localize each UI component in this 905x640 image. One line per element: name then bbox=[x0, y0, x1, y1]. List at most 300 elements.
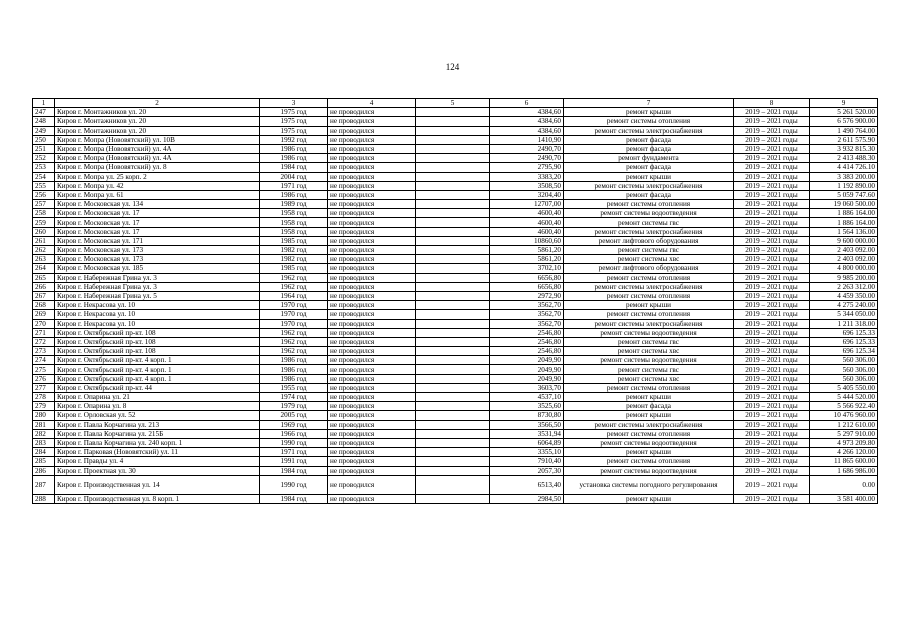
period-cell: 2019 – 2021 годы bbox=[734, 402, 810, 411]
last-repair-cell: не проводился bbox=[328, 457, 416, 466]
build-year-cell: 1958 год bbox=[260, 227, 328, 236]
row-number-cell: 278 bbox=[33, 393, 55, 402]
period-cell: 2019 – 2021 годы bbox=[734, 172, 810, 181]
col-5-cell bbox=[416, 402, 490, 411]
period-cell: 2019 – 2021 годы bbox=[734, 209, 810, 218]
period-cell: 2019 – 2021 годы bbox=[734, 154, 810, 163]
cost-cell: 560 306.00 bbox=[810, 374, 878, 383]
last-repair-cell: не проводился bbox=[328, 438, 416, 447]
cost-cell: 560 306.00 bbox=[810, 365, 878, 374]
cost-cell: 1 192 890.00 bbox=[810, 181, 878, 190]
col-5-cell bbox=[416, 163, 490, 172]
col-5-cell bbox=[416, 264, 490, 273]
work-type-cell: ремонт системы отопления bbox=[564, 117, 734, 126]
cost-cell: 3 932 815.30 bbox=[810, 144, 878, 153]
address-cell: Киров г. Московская ул. 17 bbox=[55, 209, 260, 218]
cost-cell: 1 211 318.00 bbox=[810, 319, 878, 328]
build-year-cell: 1986 год bbox=[260, 356, 328, 365]
col-5-cell bbox=[416, 190, 490, 199]
table-row bbox=[33, 255, 878, 264]
period-cell: 2019 – 2021 годы bbox=[734, 383, 810, 392]
col-5-cell bbox=[416, 411, 490, 420]
work-type-cell: ремонт фасада bbox=[564, 144, 734, 153]
row-number-cell: 268 bbox=[33, 301, 55, 310]
last-repair-cell: не проводился bbox=[328, 383, 416, 392]
col-5-cell bbox=[416, 209, 490, 218]
build-year-cell: 1982 год bbox=[260, 246, 328, 255]
col-5-cell bbox=[416, 108, 490, 117]
column-header: 8 bbox=[734, 99, 810, 108]
work-type-cell: ремонт крыши bbox=[564, 301, 734, 310]
address-cell: Киров г. Московская ул. 173 bbox=[55, 255, 260, 264]
build-year-cell: 1970 год bbox=[260, 319, 328, 328]
build-year-cell: 1986 год bbox=[260, 144, 328, 153]
table-row bbox=[33, 402, 878, 411]
last-repair-cell: не проводился bbox=[328, 190, 416, 199]
row-number-cell: 281 bbox=[33, 420, 55, 429]
address-cell: Киров г. Мопра (Нововятский) ул. 8 bbox=[55, 163, 260, 172]
period-cell: 2019 – 2021 годы bbox=[734, 227, 810, 236]
period-cell: 2019 – 2021 годы bbox=[734, 264, 810, 273]
table-row bbox=[33, 383, 878, 392]
address-cell: Киров г. Московская ул. 134 bbox=[55, 200, 260, 209]
area-cell: 3603,70 bbox=[490, 383, 564, 392]
work-type-cell: ремонт системы отопления bbox=[564, 291, 734, 300]
cost-cell: 4 459 350.00 bbox=[810, 291, 878, 300]
cost-cell: 696 125.34 bbox=[810, 347, 878, 356]
last-repair-cell: не проводился bbox=[328, 402, 416, 411]
row-number-cell: 277 bbox=[33, 383, 55, 392]
work-type-cell: ремонт системы электроснабжения bbox=[564, 319, 734, 328]
period-cell: 2019 – 2021 годы bbox=[734, 135, 810, 144]
build-year-cell: 1962 год bbox=[260, 347, 328, 356]
work-type-cell: ремонт системы водоотведения bbox=[564, 466, 734, 475]
col-5-cell bbox=[416, 144, 490, 153]
cost-cell: 1 212 610.00 bbox=[810, 420, 878, 429]
cost-cell: 10 476 960.00 bbox=[810, 411, 878, 420]
last-repair-cell: не проводился bbox=[328, 255, 416, 264]
build-year-cell: 1974 год bbox=[260, 393, 328, 402]
work-type-cell: ремонт системы отопления bbox=[564, 310, 734, 319]
build-year-cell: 1979 год bbox=[260, 402, 328, 411]
col-5-cell bbox=[416, 475, 490, 494]
work-type-cell: ремонт системы отопления bbox=[564, 200, 734, 209]
period-cell: 2019 – 2021 годы bbox=[734, 347, 810, 356]
col-5-cell bbox=[416, 347, 490, 356]
col-5-cell bbox=[416, 218, 490, 227]
table-row bbox=[33, 246, 878, 255]
cost-cell: 9 985 200.00 bbox=[810, 273, 878, 282]
work-type-cell: ремонт системы водоотведения bbox=[564, 438, 734, 447]
table-row bbox=[33, 282, 878, 291]
area-cell: 2972,90 bbox=[490, 291, 564, 300]
build-year-cell: 1986 год bbox=[260, 154, 328, 163]
row-number-cell: 284 bbox=[33, 448, 55, 457]
period-cell: 2019 – 2021 годы bbox=[734, 429, 810, 438]
work-type-cell: ремонт системы электроснабжения bbox=[564, 227, 734, 236]
table-row bbox=[33, 163, 878, 172]
build-year-cell: 1971 год bbox=[260, 181, 328, 190]
work-type-cell: ремонт системы водоотведения bbox=[564, 356, 734, 365]
work-type-cell: ремонт системы хвс bbox=[564, 374, 734, 383]
col-5-cell bbox=[416, 117, 490, 126]
work-type-cell: установка системы погодного регулирования bbox=[564, 475, 734, 494]
table-row bbox=[33, 438, 878, 447]
last-repair-cell: не проводился bbox=[328, 154, 416, 163]
last-repair-cell: не проводился bbox=[328, 246, 416, 255]
area-cell: 6064,89 bbox=[490, 438, 564, 447]
col-5-cell bbox=[416, 291, 490, 300]
area-cell: 2049,90 bbox=[490, 374, 564, 383]
column-number-row bbox=[33, 99, 878, 108]
work-type-cell: ремонт системы гвс bbox=[564, 246, 734, 255]
period-cell: 2019 – 2021 годы bbox=[734, 126, 810, 135]
last-repair-cell: не проводился bbox=[328, 301, 416, 310]
column-header: 4 bbox=[328, 99, 416, 108]
cost-cell: 1 886 164.00 bbox=[810, 209, 878, 218]
work-type-cell: ремонт системы гвс bbox=[564, 365, 734, 374]
last-repair-cell: не проводился bbox=[328, 209, 416, 218]
area-cell: 5861,20 bbox=[490, 246, 564, 255]
table-row bbox=[33, 356, 878, 365]
build-year-cell: 1984 год bbox=[260, 163, 328, 172]
last-repair-cell: не проводился bbox=[328, 264, 416, 273]
row-number-cell: 288 bbox=[33, 494, 55, 503]
col-5-cell bbox=[416, 365, 490, 374]
address-cell: Киров г. Правды ул. 4 bbox=[55, 457, 260, 466]
row-number-cell: 259 bbox=[33, 218, 55, 227]
build-year-cell: 1991 год bbox=[260, 457, 328, 466]
work-type-cell: ремонт крыши bbox=[564, 393, 734, 402]
build-year-cell: 1970 год bbox=[260, 310, 328, 319]
row-number-cell: 249 bbox=[33, 126, 55, 135]
col-5-cell bbox=[416, 374, 490, 383]
last-repair-cell: не проводился bbox=[328, 218, 416, 227]
cost-cell: 19 060 500.00 bbox=[810, 200, 878, 209]
col-5-cell bbox=[416, 255, 490, 264]
work-type-cell: ремонт системы водоотведения bbox=[564, 209, 734, 218]
work-type-cell: ремонт лифтового оборудования bbox=[564, 236, 734, 245]
page-number: 124 bbox=[445, 62, 460, 72]
last-repair-cell: не проводился bbox=[328, 291, 416, 300]
address-cell: Киров г. Октябрьский пр-кт. 108 bbox=[55, 328, 260, 337]
address-cell: Киров г. Орловская ул. 52 bbox=[55, 411, 260, 420]
col-5-cell bbox=[416, 126, 490, 135]
last-repair-cell: не проводился bbox=[328, 466, 416, 475]
cost-cell: 9 600 000.00 bbox=[810, 236, 878, 245]
cost-cell: 2 403 092.00 bbox=[810, 246, 878, 255]
build-year-cell: 1990 год bbox=[260, 475, 328, 494]
col-5-cell bbox=[416, 154, 490, 163]
period-cell: 2019 – 2021 годы bbox=[734, 328, 810, 337]
last-repair-cell: не проводился bbox=[328, 328, 416, 337]
work-type-cell: ремонт системы гвс bbox=[564, 337, 734, 346]
period-cell: 2019 – 2021 годы bbox=[734, 181, 810, 190]
build-year-cell: 1958 год bbox=[260, 209, 328, 218]
work-type-cell: ремонт системы электроснабжения bbox=[564, 282, 734, 291]
col-5-cell bbox=[416, 438, 490, 447]
col-5-cell bbox=[416, 227, 490, 236]
repair-program-table bbox=[32, 98, 878, 504]
area-cell: 4384,60 bbox=[490, 126, 564, 135]
address-cell: Киров г. Мопра (Нововятский) ул. 4А bbox=[55, 144, 260, 153]
address-cell: Киров г. Павла Корчагина ул. 240 корп. 1 bbox=[55, 438, 260, 447]
work-type-cell: ремонт крыши bbox=[564, 494, 734, 503]
area-cell: 2490,70 bbox=[490, 144, 564, 153]
last-repair-cell: не проводился bbox=[328, 144, 416, 153]
build-year-cell: 1986 год bbox=[260, 374, 328, 383]
row-number-cell: 260 bbox=[33, 227, 55, 236]
area-cell: 12707,00 bbox=[490, 200, 564, 209]
build-year-cell: 1955 год bbox=[260, 383, 328, 392]
work-type-cell: ремонт системы гвс bbox=[564, 218, 734, 227]
col-5-cell bbox=[416, 301, 490, 310]
period-cell: 2019 – 2021 годы bbox=[734, 218, 810, 227]
work-type-cell: ремонт системы электроснабжения bbox=[564, 126, 734, 135]
last-repair-cell: не проводился bbox=[328, 126, 416, 135]
cost-cell: 6 576 900.00 bbox=[810, 117, 878, 126]
period-cell: 2019 – 2021 годы bbox=[734, 466, 810, 475]
column-header: 5 bbox=[416, 99, 490, 108]
cost-cell: 5 297 910.00 bbox=[810, 429, 878, 438]
cost-cell: 5 261 520.00 bbox=[810, 108, 878, 117]
cost-cell: 560 306.00 bbox=[810, 356, 878, 365]
table-row bbox=[33, 365, 878, 374]
last-repair-cell: не проводился bbox=[328, 420, 416, 429]
table-row bbox=[33, 200, 878, 209]
cost-cell: 696 125.33 bbox=[810, 337, 878, 346]
area-cell: 3383,20 bbox=[490, 172, 564, 181]
cost-cell: 5 344 050.00 bbox=[810, 310, 878, 319]
work-type-cell: ремонт крыши bbox=[564, 108, 734, 117]
area-cell: 2795,90 bbox=[490, 163, 564, 172]
work-type-cell: ремонт фасада bbox=[564, 163, 734, 172]
area-cell: 7910,40 bbox=[490, 457, 564, 466]
area-cell: 2546,80 bbox=[490, 337, 564, 346]
last-repair-cell: не проводился bbox=[328, 393, 416, 402]
table-row bbox=[33, 466, 878, 475]
cost-cell: 3 581 400.00 bbox=[810, 494, 878, 503]
address-cell: Киров г. Проектная ул. 30 bbox=[55, 466, 260, 475]
build-year-cell: 1982 год bbox=[260, 255, 328, 264]
table-row bbox=[33, 337, 878, 346]
area-cell: 3204,40 bbox=[490, 190, 564, 199]
period-cell: 2019 – 2021 годы bbox=[734, 108, 810, 117]
col-5-cell bbox=[416, 466, 490, 475]
address-cell: Киров г. Некрасова ул. 10 bbox=[55, 310, 260, 319]
last-repair-cell: не проводился bbox=[328, 273, 416, 282]
build-year-cell: 1984 год bbox=[260, 494, 328, 503]
row-number-cell: 254 bbox=[33, 172, 55, 181]
address-cell: Киров г. Монтажников ул. 20 bbox=[55, 117, 260, 126]
table-row bbox=[33, 181, 878, 190]
work-type-cell: ремонт системы хвс bbox=[564, 347, 734, 356]
build-year-cell: 1975 год bbox=[260, 126, 328, 135]
last-repair-cell: не проводился bbox=[328, 411, 416, 420]
table-row bbox=[33, 319, 878, 328]
address-cell: Киров г. Мопра ул. 25 корп. 2 bbox=[55, 172, 260, 181]
area-cell: 3355,10 bbox=[490, 448, 564, 457]
work-type-cell: ремонт фасада bbox=[564, 190, 734, 199]
row-number-cell: 279 bbox=[33, 402, 55, 411]
period-cell: 2019 – 2021 годы bbox=[734, 374, 810, 383]
area-cell: 8730,80 bbox=[490, 411, 564, 420]
cost-cell: 1 490 764.00 bbox=[810, 126, 878, 135]
last-repair-cell: не проводился bbox=[328, 365, 416, 374]
area-cell: 4600,40 bbox=[490, 218, 564, 227]
table-row bbox=[33, 374, 878, 383]
row-number-cell: 262 bbox=[33, 246, 55, 255]
work-type-cell: ремонт фасада bbox=[564, 402, 734, 411]
work-type-cell: ремонт лифтового оборудования bbox=[564, 264, 734, 273]
area-cell: 3562,70 bbox=[490, 319, 564, 328]
period-cell: 2019 – 2021 годы bbox=[734, 393, 810, 402]
address-cell: Киров г. Октябрьский пр-кт. 108 bbox=[55, 337, 260, 346]
last-repair-cell: не проводился bbox=[328, 310, 416, 319]
col-5-cell bbox=[416, 236, 490, 245]
period-cell: 2019 – 2021 годы bbox=[734, 356, 810, 365]
address-cell: Киров г. Парковая (Нововятский) ул. 11 bbox=[55, 448, 260, 457]
address-cell: Киров г. Московская ул. 185 bbox=[55, 264, 260, 273]
cost-cell: 2 403 092.00 bbox=[810, 255, 878, 264]
col-5-cell bbox=[416, 356, 490, 365]
last-repair-cell: не проводился bbox=[328, 135, 416, 144]
row-number-cell: 270 bbox=[33, 319, 55, 328]
work-type-cell: ремонт системы отопления bbox=[564, 273, 734, 282]
build-year-cell: 1970 год bbox=[260, 301, 328, 310]
address-cell: Киров г. Октябрьский пр-кт. 4 корп. 1 bbox=[55, 365, 260, 374]
last-repair-cell: не проводился bbox=[328, 108, 416, 117]
table-row bbox=[33, 117, 878, 126]
address-cell: Киров г. Октябрьский пр-кт. 108 bbox=[55, 347, 260, 356]
cost-cell: 4 275 240.00 bbox=[810, 301, 878, 310]
table-row bbox=[33, 209, 878, 218]
column-header: 9 bbox=[810, 99, 878, 108]
area-cell: 4537,10 bbox=[490, 393, 564, 402]
address-cell: Киров г. Октябрьский пр-кт. 44 bbox=[55, 383, 260, 392]
area-cell: 2546,80 bbox=[490, 347, 564, 356]
table-row bbox=[33, 457, 878, 466]
col-5-cell bbox=[416, 310, 490, 319]
area-cell: 10860,60 bbox=[490, 236, 564, 245]
row-number-cell: 265 bbox=[33, 273, 55, 282]
cost-cell: 0.00 bbox=[810, 475, 878, 494]
row-number-cell: 252 bbox=[33, 154, 55, 163]
work-type-cell: ремонт фасада bbox=[564, 135, 734, 144]
last-repair-cell: не проводился bbox=[328, 347, 416, 356]
column-header: 6 bbox=[490, 99, 564, 108]
build-year-cell: 1990 год bbox=[260, 438, 328, 447]
last-repair-cell: не проводился bbox=[328, 448, 416, 457]
table-row bbox=[33, 227, 878, 236]
col-5-cell bbox=[416, 429, 490, 438]
period-cell: 2019 – 2021 годы bbox=[734, 282, 810, 291]
last-repair-cell: не проводился bbox=[328, 200, 416, 209]
address-cell: Киров г. Московская ул. 173 bbox=[55, 246, 260, 255]
address-cell: Киров г. Октябрьский пр-кт. 4 корп. 1 bbox=[55, 356, 260, 365]
address-cell: Киров г. Мопра ул. 61 bbox=[55, 190, 260, 199]
area-cell: 3531,94 bbox=[490, 429, 564, 438]
build-year-cell: 1985 год bbox=[260, 264, 328, 273]
area-cell: 6656,80 bbox=[490, 282, 564, 291]
build-year-cell: 1985 год bbox=[260, 236, 328, 245]
build-year-cell: 1986 год bbox=[260, 365, 328, 374]
build-year-cell: 1984 год bbox=[260, 466, 328, 475]
table-row bbox=[33, 494, 878, 503]
address-cell: Киров г. Московская ул. 17 bbox=[55, 227, 260, 236]
col-5-cell bbox=[416, 457, 490, 466]
period-cell: 2019 – 2021 годы bbox=[734, 200, 810, 209]
last-repair-cell: не проводился bbox=[328, 319, 416, 328]
work-type-cell: ремонт крыши bbox=[564, 172, 734, 181]
cost-cell: 696 125.33 bbox=[810, 328, 878, 337]
table-row bbox=[33, 144, 878, 153]
row-number-cell: 286 bbox=[33, 466, 55, 475]
area-cell: 2546,80 bbox=[490, 328, 564, 337]
col-5-cell bbox=[416, 246, 490, 255]
build-year-cell: 1958 год bbox=[260, 218, 328, 227]
work-type-cell: ремонт системы хвс bbox=[564, 255, 734, 264]
work-type-cell: ремонт системы электроснабжения bbox=[564, 420, 734, 429]
address-cell: Киров г. Монтажников ул. 20 bbox=[55, 108, 260, 117]
area-cell: 2049,90 bbox=[490, 365, 564, 374]
row-number-cell: 266 bbox=[33, 282, 55, 291]
col-5-cell bbox=[416, 448, 490, 457]
row-number-cell: 255 bbox=[33, 181, 55, 190]
column-header: 3 bbox=[260, 99, 328, 108]
table-row bbox=[33, 236, 878, 245]
period-cell: 2019 – 2021 годы bbox=[734, 310, 810, 319]
address-cell: Киров г. Производственная ул. 14 bbox=[55, 475, 260, 494]
period-cell: 2019 – 2021 годы bbox=[734, 337, 810, 346]
area-cell: 2490,70 bbox=[490, 154, 564, 163]
row-number-cell: 256 bbox=[33, 190, 55, 199]
work-type-cell: ремонт системы отопления bbox=[564, 429, 734, 438]
table-row bbox=[33, 154, 878, 163]
cost-cell: 1 686 986.00 bbox=[810, 466, 878, 475]
period-cell: 2019 – 2021 годы bbox=[734, 365, 810, 374]
cost-cell: 2 413 488.30 bbox=[810, 154, 878, 163]
period-cell: 2019 – 2021 годы bbox=[734, 144, 810, 153]
build-year-cell: 1989 год bbox=[260, 200, 328, 209]
row-number-cell: 251 bbox=[33, 144, 55, 153]
cost-cell: 4 414 726.10 bbox=[810, 163, 878, 172]
col-5-cell bbox=[416, 181, 490, 190]
row-number-cell: 274 bbox=[33, 356, 55, 365]
address-cell: Киров г. Набережная Грина ул. 3 bbox=[55, 273, 260, 282]
table-row bbox=[33, 126, 878, 135]
area-cell: 5861,20 bbox=[490, 255, 564, 264]
table-row bbox=[33, 172, 878, 181]
row-number-cell: 280 bbox=[33, 411, 55, 420]
cost-cell: 1 564 136.00 bbox=[810, 227, 878, 236]
address-cell: Киров г. Производственная ул. 8 корп. 1 bbox=[55, 494, 260, 503]
col-5-cell bbox=[416, 393, 490, 402]
area-cell: 2049,90 bbox=[490, 356, 564, 365]
last-repair-cell: не проводился bbox=[328, 337, 416, 346]
address-cell: Киров г. Некрасова ул. 10 bbox=[55, 301, 260, 310]
area-cell: 3562,70 bbox=[490, 310, 564, 319]
address-cell: Киров г. Набережная Грина ул. 5 bbox=[55, 291, 260, 300]
column-header: 7 bbox=[564, 99, 734, 108]
period-cell: 2019 – 2021 годы bbox=[734, 420, 810, 429]
build-year-cell: 1992 год bbox=[260, 135, 328, 144]
build-year-cell: 1962 год bbox=[260, 337, 328, 346]
work-type-cell: ремонт крыши bbox=[564, 448, 734, 457]
table-row bbox=[33, 429, 878, 438]
cost-cell: 4 266 120.00 bbox=[810, 448, 878, 457]
address-cell: Киров г. Мопра ул. 42 bbox=[55, 181, 260, 190]
